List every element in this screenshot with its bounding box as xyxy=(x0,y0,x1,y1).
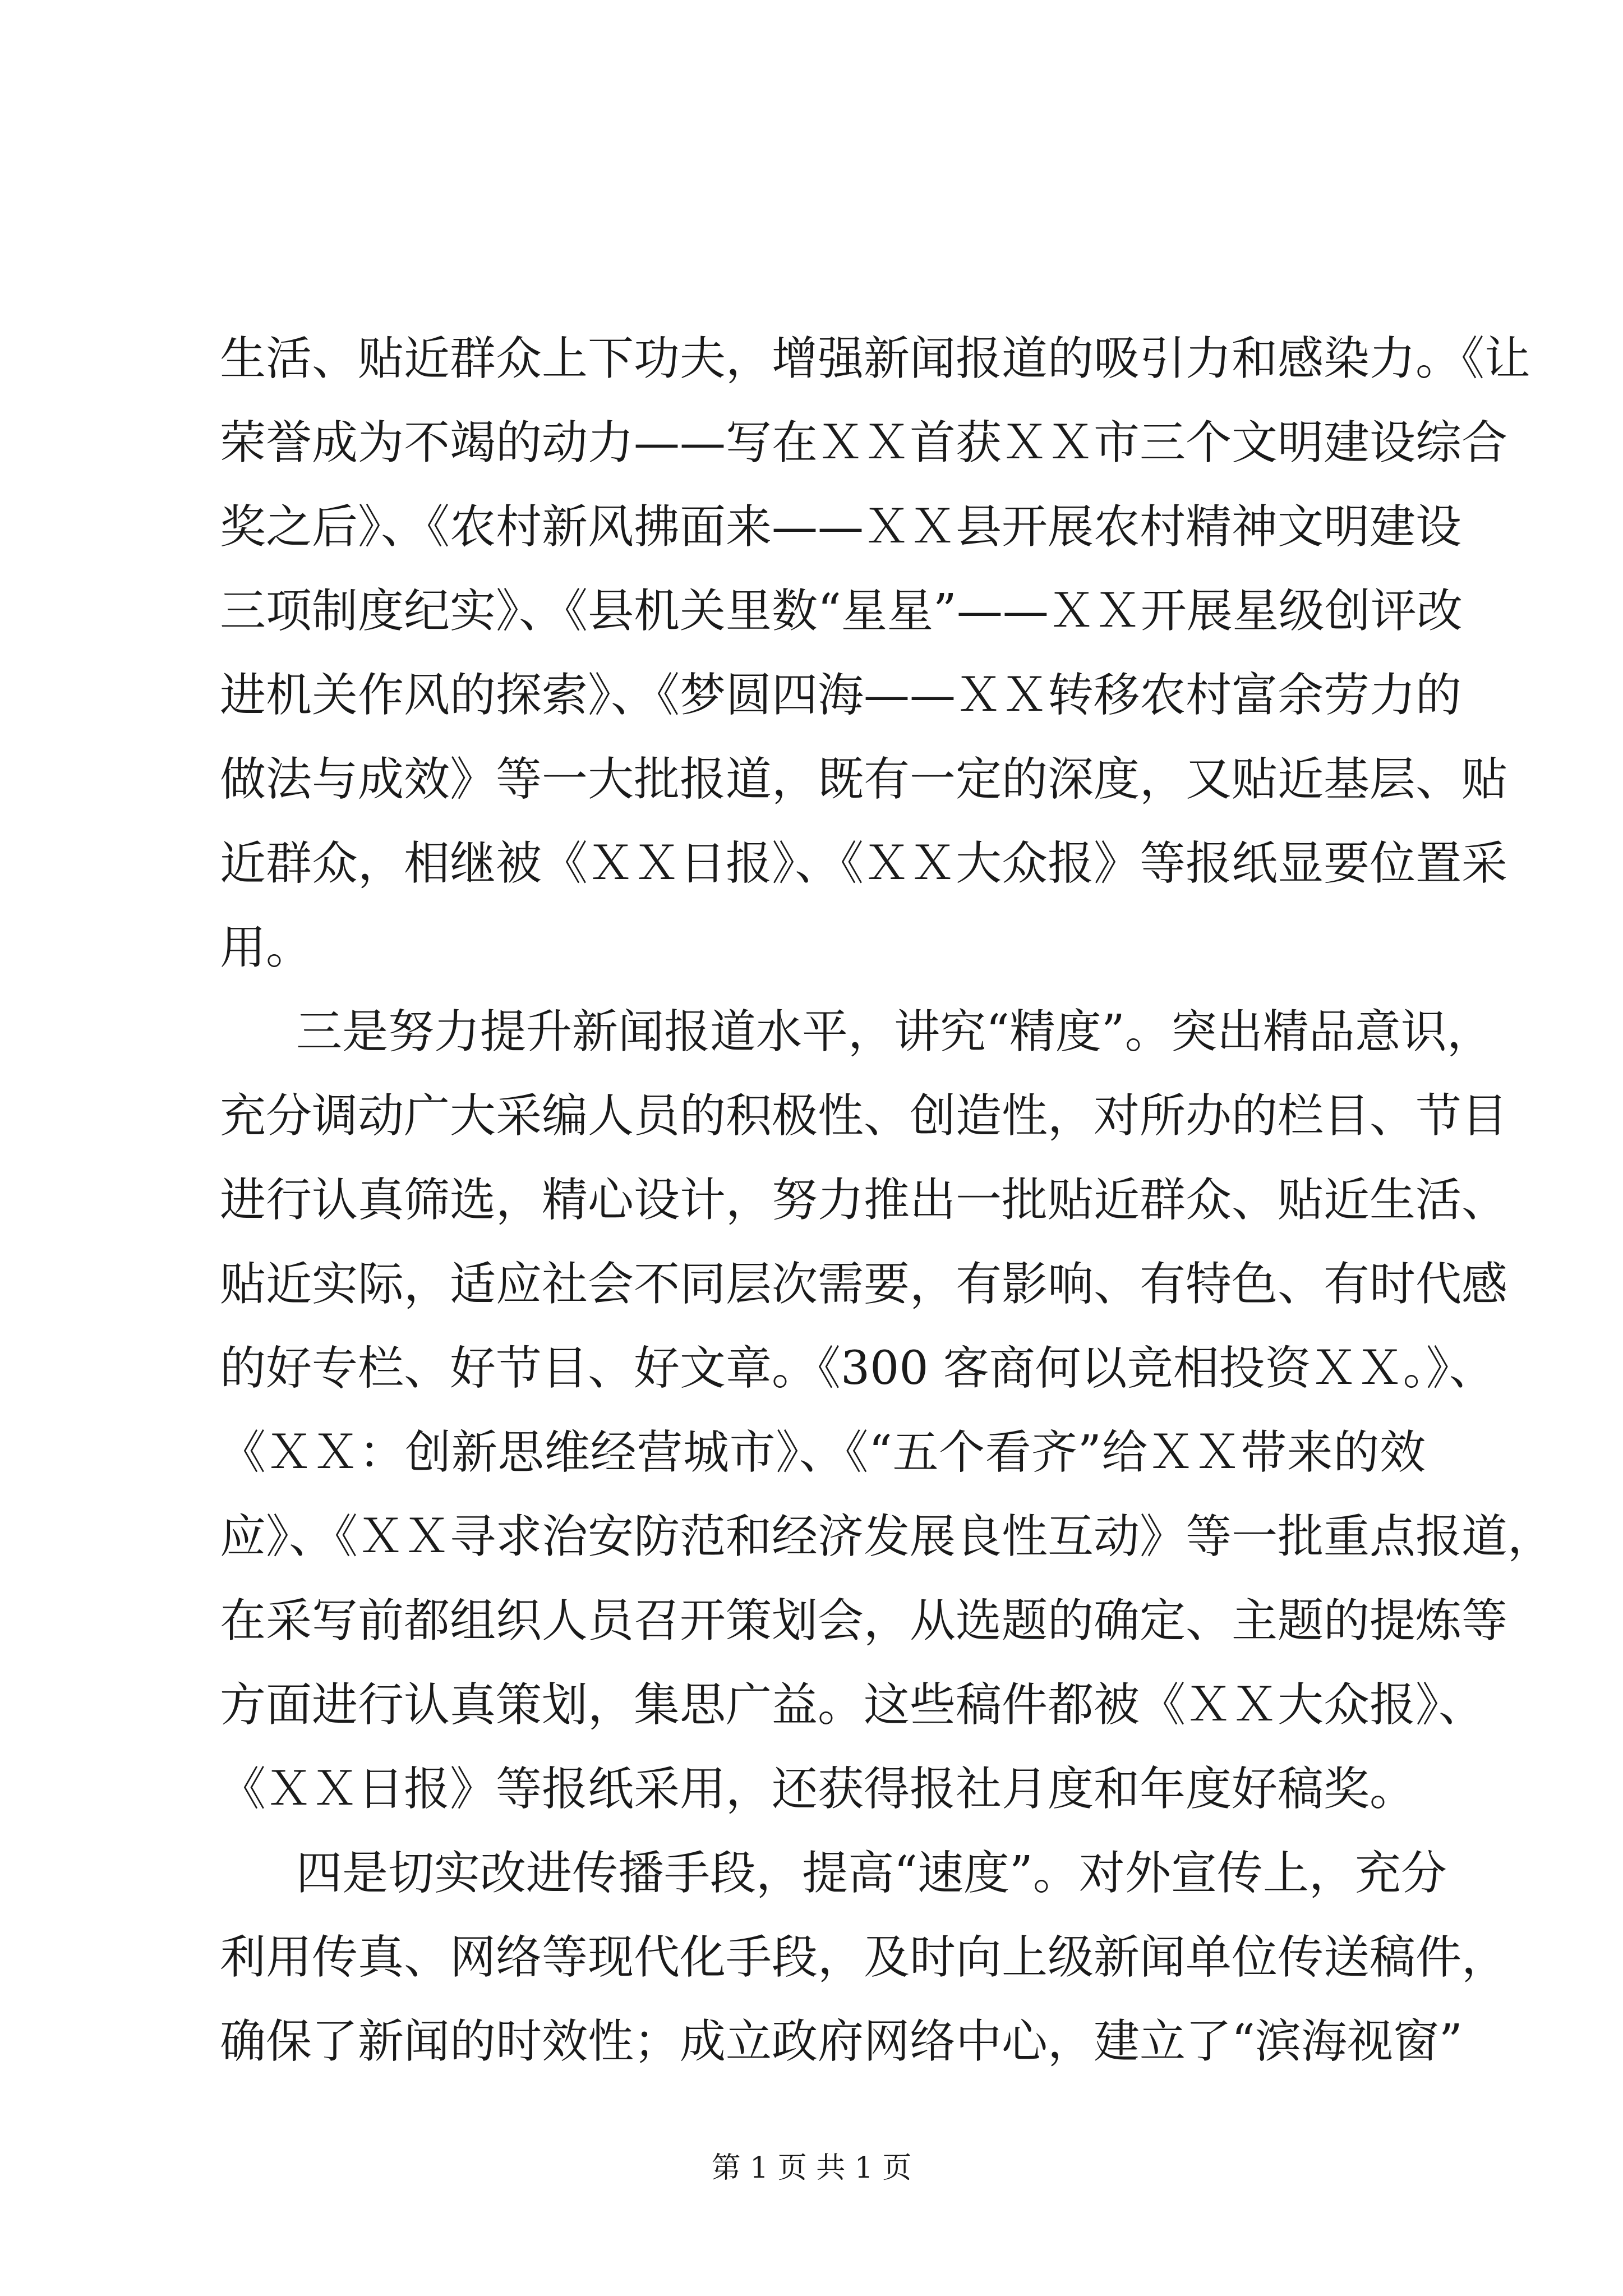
text-line: 利用传真、网络等现代化手段，及时向上级新闻单位传送稿件， xyxy=(220,1931,1508,1984)
paragraph-first-line: 四是切实改进传播手段，提高“速度”。对外宣传上，充分 xyxy=(296,1847,1447,1900)
text-line: 的好专栏、好节目、好文章。《300 客商何以竞相投资ＸＸ。》、 xyxy=(220,1342,1495,1395)
page-footer: 第 1 页 共 1 页 xyxy=(711,2151,912,2185)
text-line: 应》、《ＸＸ寻求治安防范和经济发展良性互动》等一批重点报道， xyxy=(220,1510,1554,1563)
text-line: 生活、贴近群众上下功夫，增强新闻报道的吸引力和感染力。《让 xyxy=(220,332,1531,385)
text-line: 奖之后》、《农村新风拂面来——ＸＸ县开展农村精神文明建设 xyxy=(220,500,1462,554)
text-line: 进机关作风的探索》、《梦圆四海——ＸＸ转移农村富余劳力的 xyxy=(220,669,1462,722)
text-line: 在采写前都组织人员召开策划会，从选题的确定、主题的提炼等 xyxy=(220,1594,1508,1648)
text-line: 近群众，相继被《ＸＸ日报》、《ＸＸ大众报》等报纸显要位置采 xyxy=(220,837,1508,890)
text-line: 确保了新闻的时效性；成立政府网络中心，建立了“滨海视窗” xyxy=(220,2015,1463,2068)
text-line: 《ＸＸ：创新思维经营城市》、《“五个看齐”给ＸＸ带来的效 xyxy=(220,1426,1426,1479)
paragraph-first-line: 三是努力提升新闻报道水平，讲究“精度”。突出精品意识， xyxy=(296,1005,1493,1059)
text-line: 用。 xyxy=(220,921,312,974)
text-line: 三项制度纪实》、《县机关里数“星星”——ＸＸ开展星级创评改 xyxy=(220,585,1463,638)
text-line: 贴近实际，适应社会不同层次需要，有影响、有特色、有时代感 xyxy=(220,1258,1508,1311)
text-line: 方面进行认真策划，集思广益。这些稿件都被《ＸＸ大众报》、 xyxy=(220,1678,1485,1732)
text-line: 进行认真筛选，精心设计，努力推出一批贴近群众、贴近生活、 xyxy=(220,1174,1508,1227)
text-line: 充分调动广大采编人员的积极性、创造性，对所办的栏目、节目 xyxy=(220,1089,1508,1143)
text-line: 《ＸＸ日报》等报纸采用，还获得报社月度和年度好稿奖。 xyxy=(220,1763,1416,1816)
text-line: 做法与成效》等一大批报道，既有一定的深度，又贴近基层、贴 xyxy=(220,753,1508,806)
text-line: 荣誉成为不竭的动力——写在ＸＸ首获ＸＸ市三个文明建设综合 xyxy=(220,416,1508,470)
